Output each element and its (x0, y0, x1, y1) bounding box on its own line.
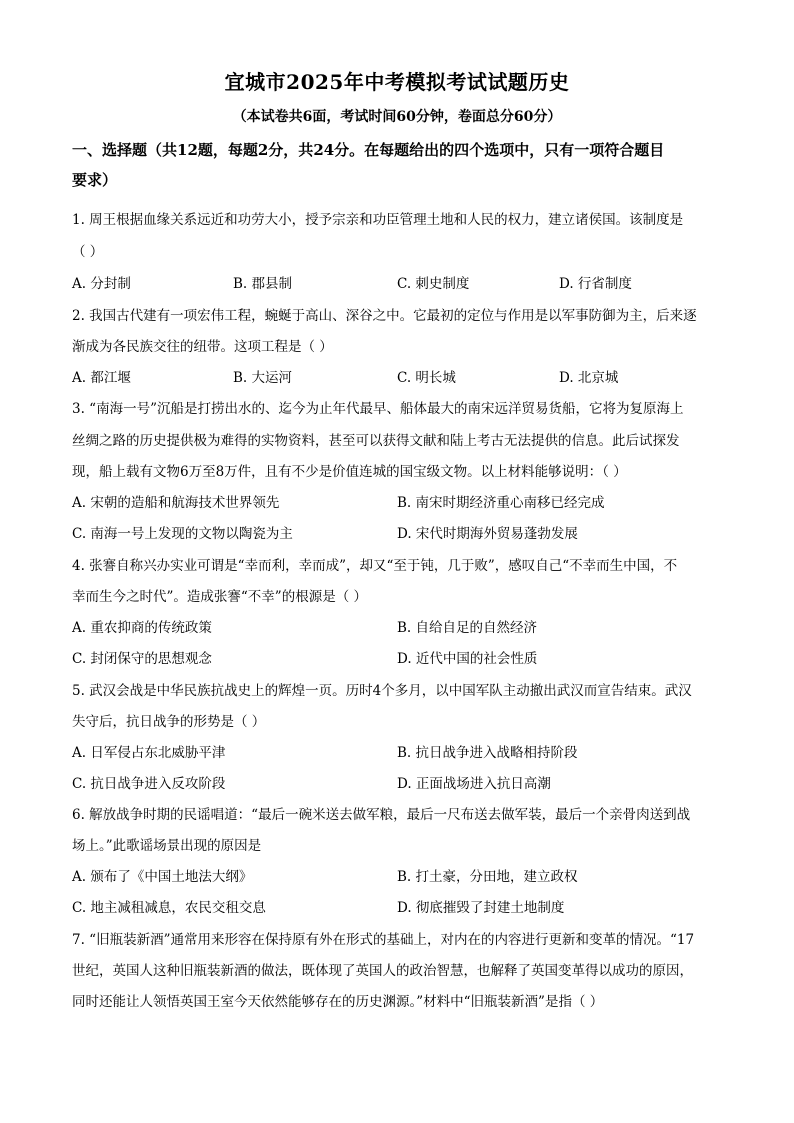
question-7-line-2: 世纪，英国人这种旧瓶装新酒的做法，既体现了英国人的政治智慧，也解释了英国变革得以成功的原因， (72, 963, 693, 979)
question-2-option-c: C. 明长城 (397, 370, 456, 386)
question-6-line-1: 6. 解放战争时期的民谣唱道：“最后一碗米送去做军粮，最后一尺布送去做军装，最后一个亲骨肉送到战 (72, 807, 691, 823)
question-1-option-c: C. 刺史制度 (397, 276, 470, 292)
question-6-option-a: A. 颁布了《中国土地法大纲》 (72, 869, 253, 885)
question-2-line-2: 渐成为各民族交往的纽带。这项工程是（ ） (72, 339, 333, 355)
question-3-line-2: 丝绸之路的历史提供极为难得的实物资料，甚至可以获得文献和陆上考古无法提供的信息。此后试探发 (72, 433, 680, 449)
question-2-option-d: D. 北京城 (559, 370, 619, 386)
question-3-line-1: 3. “南海一号”沉船是打捞出水的、迄今为止年代最早、船体最大的南宋远洋贸易货船，它将为复原海上 (72, 401, 684, 417)
question-3-option-d: D. 宋代时期海外贸易蓬勃发展 (397, 526, 578, 542)
question-7-line-3: 同时还能让人领悟英国王室今天依然能够存在的历史渊源。”材料中“旧瓶装新酒”是指（ ） (72, 994, 604, 1010)
question-4-option-c: C. 封闭保守的思想观念 (72, 651, 212, 667)
question-2-line-1: 2. 我国古代建有一项宏伟工程，蜿蜒于高山、深谷之中。它最初的定位与作用是以军事防御为主，后来逐 (72, 308, 697, 324)
question-3-option-b: B. 南宋时期经济重心南移已经完成 (397, 495, 605, 511)
question-3-option-a: A. 宋朝的造船和航海技术世界领先 (72, 495, 280, 511)
question-5-line-2: 失守后，抗日战争的形势是（ ） (72, 714, 266, 730)
section-heading: 一、选择题（共12题，每题2分，共24分。在每题给出的四个选项中，只有一项符合题目 (72, 141, 665, 159)
question-2-option-b: B. 大运河 (233, 370, 293, 386)
question-4-option-d: D. 近代中国的社会性质 (397, 651, 538, 667)
question-4-line-1: 4. 张謇自称兴办实业可谓是“幸而利，幸而成”，却又“至于钝，几于败”，感叹自己“不幸而生中国，不 (72, 558, 678, 574)
exam-subtitle: （本试卷共6面，考试时间60分钟，卷面总分60分） (232, 109, 562, 125)
question-1-line-1: 1. 周王根据血缘关系远近和功劳大小，授予宗亲和功臣管理土地和人民的权力，建立诸侯国。该制度是 (72, 212, 684, 228)
question-4-line-2: 幸而生今之时代”。造成张謇“不幸”的根源是（ ） (72, 589, 367, 605)
section-heading-cont: 要求） (72, 171, 118, 189)
question-3-option-c: C. 南海一号上发现的文物以陶瓷为主 (72, 526, 293, 542)
question-6-option-d: D. 彻底摧毁了封建土地制度 (397, 900, 565, 916)
question-6-option-b: B. 打土豪，分田地，建立政权 (397, 869, 578, 885)
question-6-option-c: C. 地主减租减息，农民交租交息 (72, 900, 266, 916)
question-1-option-d: D. 行省制度 (559, 276, 632, 292)
question-4-option-a: A. 重农抑商的传统政策 (72, 620, 212, 636)
question-5-line-1: 5. 武汉会战是中华民族抗战史上的辉煌一页。历时4个多月，以中国军队主动撤出武汉而宣告结束。武汉 (72, 683, 692, 699)
question-5-option-c: C. 抗日战争进入反攻阶段 (72, 776, 226, 792)
question-5-option-b: B. 抗日战争进入战略相持阶段 (397, 745, 578, 761)
question-1-option-a: A. 分封制 (72, 276, 131, 292)
question-5-option-a: A. 日军侵占东北威胁平津 (72, 745, 226, 761)
exam-title: 宜城市2025年中考模拟考试试题历史 (224, 70, 570, 94)
question-2-option-a: A. 都江堰 (72, 370, 131, 386)
question-7-line-1: 7. “旧瓶装新酒”通常用来形容在保持原有外在形式的基础上，对内在的内容进行更新和变革的情况。“17 (72, 932, 695, 948)
question-6-line-2: 场上。”此歌谣场景出现的原因是 (72, 838, 262, 854)
question-5-option-d: D. 正面战场进入抗日高潮 (397, 776, 551, 792)
question-1-line-2: （ ） (72, 244, 104, 260)
question-4-option-b: B. 自给自足的自然经济 (397, 620, 538, 636)
question-3-line-3: 现，船上载有文物6万至8万件，且有不少是价值连城的国宝级文物。以上材料能够说明：（ ） (72, 464, 627, 480)
question-1-option-b: B. 郡县制 (233, 276, 293, 292)
